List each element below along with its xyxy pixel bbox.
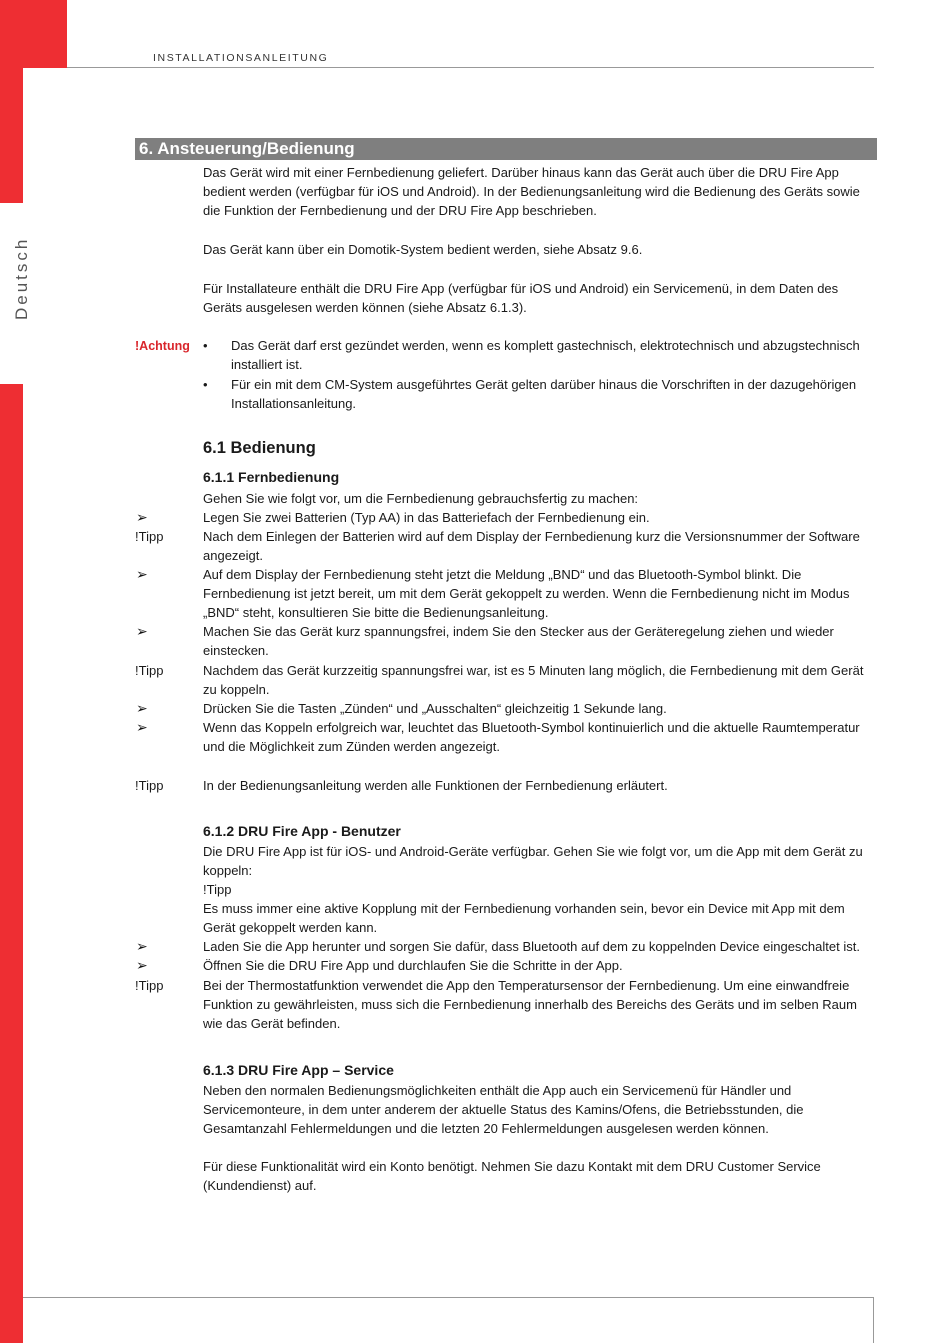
remote-tip-1: Nach dem Einlegen der Batterien wird auf dem Display der Fernbedienung kurz die Versionsnummer der Software angezeigt. [203,529,860,564]
remote-tip-3: In der Bedienungsanleitung werden alle Funktionen der Fernbedienung erläutert. [203,778,668,793]
arrow-bullet-icon: ➢ [136,957,148,973]
intro-paragraph-2: Das Gerät kann über ein Domotik-System bedient werden, siehe Absatz 9.6. [203,242,643,257]
intro-paragraph-1: Das Gerät wird mit einer Fernbedienung geliefert. Darüber hinaus kann das Gerät auch über die DRU Fire App bedient werden (verfügbar für iOS und Android). In der Bedienungsanleitung wird die Bedienung des Geräts sowie die Funktion der Fernbedienung und der DRU Fire App beschrieben. [203,165,860,219]
header-divider [67,67,874,68]
warning-item-1: Das Gerät darf erst gezündet werden, wenn es komplett gastechnisch, elektrotechnisch und abzugstechnisch installiert ist. [231,338,860,373]
red-accent-bar-left-upper [0,68,23,203]
footer-divider-vertical [873,1297,874,1343]
arrow-bullet-icon: ➢ [136,938,148,954]
tip-label: !Tipp [135,978,164,993]
remote-step-1: Legen Sie zwei Batterien (Typ AA) in das Batteriefach der Fernbedienung ein. [203,510,650,525]
warning-label: !Achtung [135,339,190,353]
subsection-title-6-1: 6.1 Bedienung [203,439,316,457]
subsection-title-6-1-1: 6.1.1 Fernbedienung [203,469,340,485]
arrow-bullet-icon: ➢ [136,623,148,639]
red-accent-bar-top [0,0,67,68]
subsection-title-6-1-2: 6.1.2 DRU Fire App - Benutzer [203,823,401,839]
tip-label: !Tipp [135,663,164,678]
tip-label: !Tipp [135,778,164,793]
arrow-bullet-icon: ➢ [136,700,148,716]
warning-item-2: Für ein mit dem CM-System ausgeführtes Gerät gelten darüber hinaus die Vorschriften in der dazugehörigen Installationsanleitung. [231,377,857,412]
red-accent-bar-left-lower [0,384,23,1343]
service-paragraph-2: Für diese Funktionalität wird ein Konto benötigt. Nehmen Sie dazu Kontakt mit dem DRU Customer Service (Kundendienst) auf. [203,1159,821,1194]
service-paragraph-1: Neben den normalen Bedienungsmöglichkeiten enthält die App auch ein Servicemenü für Händler und Servicemonteure, in dem unter anderem der aktuelle Status des Kamins/Ofens, die Betriebsstunden, die Gesamtanzahl Fehlermeldungen und die letzten 20 Fehlermeldungen ausgelesen werden können. [203,1083,804,1137]
remote-tip-2: Nachdem das Gerät kurzzeitig spannungsfrei war, ist es 5 Minuten lang möglich, die Fernbedienung mit dem Gerät zu koppeln. [203,663,864,698]
arrow-bullet-icon: ➢ [136,719,148,735]
remote-step-4: Drücken Sie die Tasten „Zünden“ und „Ausschalten“ gleichzeitig 1 Sekunde lang. [203,701,667,716]
intro-paragraph-3: Für Installateure enthält die DRU Fire App (verfügbar für iOS und Android) ein Servicemenü, in dem Daten des Geräts ausgelesen werden können (siehe Absatz 6.1.3). [203,281,839,316]
subsection-title-6-1-3: 6.1.3 DRU Fire App – Service [203,1062,394,1078]
side-language-label: Deutsch [12,236,31,320]
bullet-icon: • [203,377,208,392]
remote-step-2: Auf dem Display der Fernbedienung steht jetzt die Meldung „BND“ und das Bluetooth-Symbol blinkt. Die Fernbedienung ist jetzt bereit, um mit dem Gerät gekoppelt zu werden. Wenn die Fernbedienung nicht im Modus „BND“ steht, konsultieren Sie bitte die Bedienungsanleitung. [203,567,850,621]
arrow-bullet-icon: ➢ [136,566,148,582]
bullet-icon: • [203,338,208,353]
app-tip-2: Bei der Thermostatfunktion verwendet die App den Temperatursensor der Fernbedienung. Um eine einwandfreie Funktion zu gewährleisten, muss sich die Fernbedienung innerhalb des Bereichs des Geräts und im selben Raum wie das Gerät befinden. [203,978,857,1032]
remote-step-3: Machen Sie das Gerät kurz spannungsfrei, indem Sie den Stecker aus der Geräteregelung ziehen und wieder einstecken. [203,624,834,659]
arrow-bullet-icon: ➢ [136,509,148,525]
app-tip-text: Es muss immer eine aktive Kopplung mit der Fernbedienung vorhanden sein, bevor ein Device mit App mit dem Gerät gekoppelt werden kann. [203,901,845,936]
app-intro: Die DRU Fire App ist für iOS- und Android-Geräte verfügbar. Gehen Sie wie folgt vor, um die App mit dem Gerät zu koppeln: [203,844,863,879]
page-number: 16 [44,1311,59,1326]
header-title: INSTALLATIONSANLEITUNG [153,52,329,64]
remote-step-5: Wenn das Koppeln erfolgreich war, leuchtet das Bluetooth-Symbol kontinuierlich und die aktuelle Raumtemperatur und die Möglichkeit zum Zünden werden angezeigt. [203,720,860,755]
section-title: 6. Ansteuerung/Bedienung [135,138,877,160]
app-step-2: Öffnen Sie die DRU Fire App und durchlaufen Sie die Schritte in der App. [203,958,623,973]
remote-intro: Gehen Sie wie folgt vor, um die Fernbedienung gebrauchsfertig zu machen: [203,491,639,506]
footer-divider [23,1297,874,1298]
app-step-1: Laden Sie die App herunter und sorgen Sie dafür, dass Bluetooth auf dem zu koppelnden Device eingeschaltet ist. [203,939,860,954]
app-tip-label: !Tipp [203,882,232,897]
tip-label: !Tipp [135,529,164,544]
